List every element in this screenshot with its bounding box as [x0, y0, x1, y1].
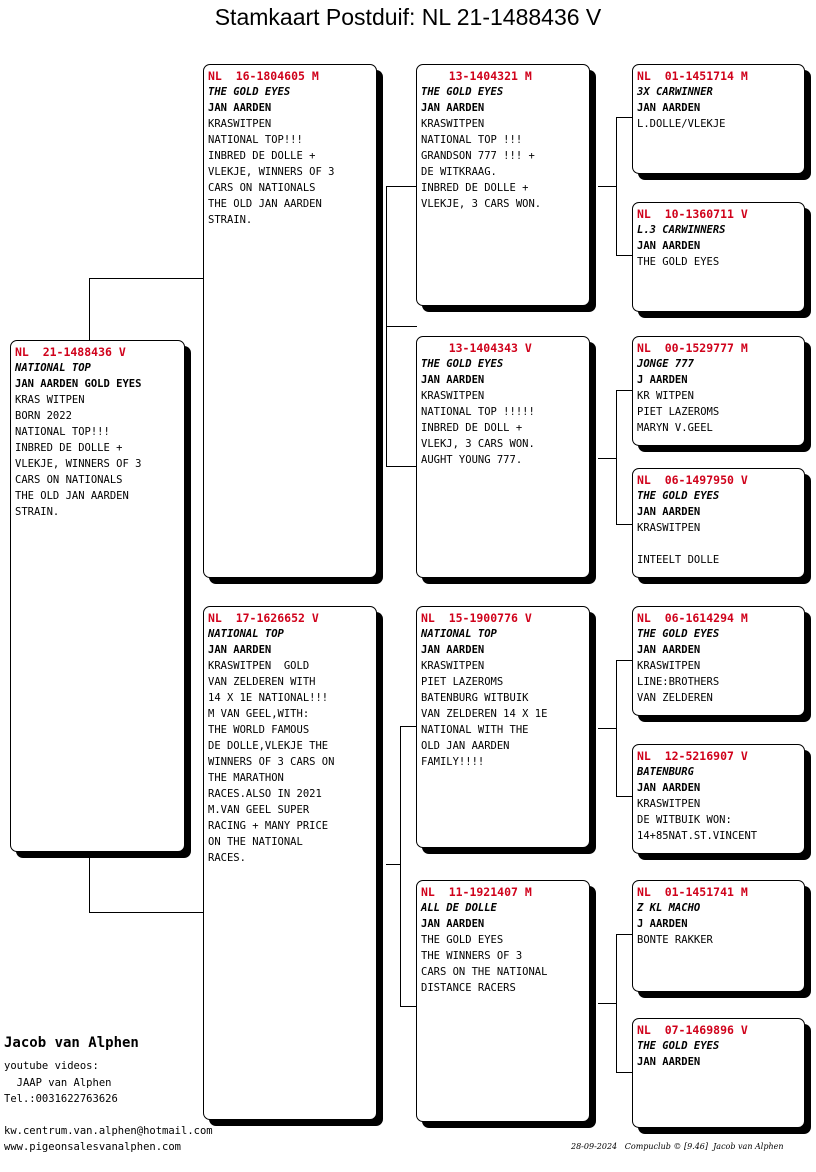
- connector-line: [386, 466, 417, 467]
- ring-number: NL 10-1360711 V: [637, 207, 748, 221]
- pigeon-card-fff: [632, 64, 805, 174]
- ring-number: NL 01-1451714 M: [637, 69, 748, 83]
- pigeon-note: PIET LAZEROMS: [421, 676, 504, 688]
- ring-number: NL 06-1614294 M: [637, 611, 748, 625]
- pigeon-name: ALL DE DOLLE: [421, 902, 497, 914]
- connector-line: [598, 458, 616, 459]
- connector-line: [616, 255, 632, 256]
- pigeon-note: KR WITPEN: [637, 390, 694, 402]
- pigeon-note: RACES.ALSO IN 2021: [208, 788, 322, 800]
- pigeon-note: CARS ON NATIONALS: [15, 474, 123, 486]
- pigeon-note: MARYN V.GEEL: [637, 422, 713, 434]
- breeder-name: JAN AARDEN: [208, 102, 272, 114]
- pigeon-note: VLEKJE, WINNERS OF 3: [208, 166, 335, 178]
- pigeon-card-ffm: [632, 202, 805, 312]
- pigeon-note: DE DOLLE,VLEKJE THE: [208, 740, 329, 752]
- pigeon-note: DE WITBUIK WON:: [637, 814, 732, 826]
- pigeon-note: STRAIN.: [208, 214, 253, 226]
- pigeon-note: AUGHT YOUNG 777.: [421, 454, 523, 466]
- ring-number: NL 11-1921407 M: [421, 885, 532, 899]
- pigeon-name: 3X CARWINNER: [637, 86, 713, 98]
- breeder-name: JAN AARDEN: [637, 102, 701, 114]
- connector-line: [400, 726, 417, 727]
- pigeon-note: [637, 536, 800, 552]
- phone-number: Tel.:0031622763626: [4, 1093, 118, 1105]
- breeder-name: JAN AARDEN: [637, 782, 701, 794]
- connector-line: [89, 852, 90, 912]
- pigeon-note: INTEELT DOLLE: [637, 554, 720, 566]
- ring-number: NL 12-5216907 V: [637, 749, 748, 763]
- pigeon-note: THE WORLD FAMOUS: [208, 724, 310, 736]
- pigeon-note: CARS ON NATIONALS: [208, 182, 316, 194]
- pigeon-note: THE GOLD EYES: [421, 934, 504, 946]
- pigeon-note: INBRED DE DOLL +: [421, 422, 523, 434]
- pigeon-name: THE GOLD EYES: [421, 86, 504, 98]
- pigeon-note: BONTE RAKKER: [637, 934, 713, 946]
- pigeon-note: INBRED DE DOLLE +: [208, 150, 316, 162]
- pigeon-name: JONGE 777: [637, 358, 694, 370]
- connector-line: [598, 728, 616, 729]
- breeder-name: JAN AARDEN: [637, 240, 701, 252]
- connector-line: [386, 864, 401, 865]
- pigeon-note: DE WITKRAAG.: [421, 166, 497, 178]
- pigeon-note: CARS ON THE NATIONAL: [421, 966, 548, 978]
- pigeon-note: THE MARATHON: [208, 772, 284, 784]
- connector-line: [89, 278, 204, 279]
- pigeon-note: KRASWITPEN: [637, 660, 701, 672]
- ring-number: NL 16-1804605 M: [208, 69, 319, 83]
- owner-name: Jacob van Alphen: [4, 1035, 139, 1051]
- connector-line: [616, 660, 632, 661]
- ring-number: NL 07-1469896 V: [637, 1023, 748, 1037]
- connector-line: [89, 912, 204, 913]
- breeder-name: JAN AARDEN: [637, 644, 701, 656]
- pigeon-name: NATIONAL TOP: [208, 628, 284, 640]
- pigeon-name: BATENBURG: [637, 766, 694, 778]
- pigeon-note: VAN ZELDEREN: [637, 692, 713, 704]
- pigeon-note: KRASWITPEN: [421, 660, 485, 672]
- connector-line: [386, 186, 387, 326]
- pigeon-note: VAN ZELDEREN WITH: [208, 676, 316, 688]
- pigeon-note: THE WINNERS OF 3: [421, 950, 523, 962]
- pigeon-card-mother-father: [416, 606, 590, 848]
- pigeon-card-subject: [10, 340, 185, 852]
- pigeon-note: KRASWITPEN GOLD: [208, 660, 310, 672]
- pigeon-note: KRASWITPEN: [637, 798, 701, 810]
- pigeon-note: PIET LAZEROMS: [637, 406, 720, 418]
- pigeon-note: VLEKJ, 3 CARS WON.: [421, 438, 535, 450]
- pigeon-card-mff: [632, 606, 805, 716]
- youtube-channel: JAAP van Alphen: [4, 1077, 112, 1089]
- pigeon-note: RACING + MANY PRICE: [208, 820, 329, 832]
- pigeon-note: VLEKJE, WINNERS OF 3: [15, 458, 142, 470]
- pigeon-name: Z KL MACHO: [637, 902, 701, 914]
- breeder-name: JAN AARDEN: [208, 644, 272, 656]
- page-title: Stamkaart Postduif: NL 21-1488436 V: [214, 4, 602, 30]
- pigeon-name: THE GOLD EYES: [421, 358, 504, 370]
- pigeon-note: BORN 2022: [15, 410, 72, 422]
- pigeon-note: RACES.: [208, 852, 246, 864]
- pigeon-note: NATIONAL WITH THE: [421, 724, 529, 736]
- ring-number: NL 00-1529777 M: [637, 341, 748, 355]
- connector-line: [616, 1072, 632, 1073]
- connector-line: [400, 726, 401, 1006]
- connector-line: [386, 326, 417, 327]
- ring-number: NL 15-1900776 V: [421, 611, 532, 625]
- connector-line: [598, 186, 616, 187]
- connector-line: [616, 390, 632, 391]
- pigeon-note: INBRED DE DOLLE +: [15, 442, 123, 454]
- pigeon-note: THE GOLD EYES: [637, 256, 720, 268]
- pigeon-note: NATIONAL TOP!!!: [15, 426, 110, 438]
- breeder-name: JAN AARDEN: [637, 506, 701, 518]
- connector-line: [386, 326, 387, 466]
- breeder-name: JAN AARDEN: [421, 102, 485, 114]
- print-info: 28-09-2024 Compuclub © [9.46] Jacob van Alphen: [571, 1142, 784, 1151]
- ring-number: 13-1404343 V: [421, 341, 532, 355]
- pigeon-note: THE OLD JAN AARDEN: [208, 198, 322, 210]
- breeder-name: JAN AARDEN: [421, 644, 485, 656]
- breeder-name: JAN AARDEN GOLD EYES: [15, 378, 142, 390]
- pigeon-card-father-father: [416, 64, 590, 306]
- pigeon-note: ON THE NATIONAL: [208, 836, 303, 848]
- pigeon-note: VLEKJE, 3 CARS WON.: [421, 198, 542, 210]
- pigeon-name: NATIONAL TOP: [421, 628, 497, 640]
- breeder-name: JAN AARDEN: [421, 918, 485, 930]
- pigeon-card-mother-mother: [416, 880, 590, 1122]
- pigeon-note: WINNERS OF 3 CARS ON: [208, 756, 335, 768]
- connector-line: [89, 278, 90, 340]
- ring-number: NL 06-1497950 V: [637, 473, 748, 487]
- website-link[interactable]: www.pigeonsalesvanalphen.com: [4, 1141, 182, 1153]
- ring-number: NL 17-1626652 V: [208, 611, 319, 625]
- pigeon-note: GRANDSON 777 !!! +: [421, 150, 535, 162]
- pigeon-note: FAMILY!!!!: [421, 756, 485, 768]
- connector-line: [386, 186, 417, 187]
- connector-line: [616, 660, 617, 796]
- pigeon-name: THE GOLD EYES: [208, 86, 291, 98]
- pigeon-note: BATENBURG WITBUIK: [421, 692, 529, 704]
- breeder-name: JAN AARDEN: [421, 374, 485, 386]
- connector-line: [400, 1006, 417, 1007]
- pigeon-note: NATIONAL TOP !!!: [421, 134, 523, 146]
- pigeon-card-fmf: [632, 336, 805, 446]
- pigeon-name: THE GOLD EYES: [637, 628, 720, 640]
- pigeon-note: INBRED DE DOLLE +: [421, 182, 529, 194]
- pigeon-note: LINE:BROTHERS: [637, 676, 720, 688]
- pigeon-name: THE GOLD EYES: [637, 490, 720, 502]
- pigeon-note: KRASWITPEN: [208, 118, 272, 130]
- pigeon-note: KRASWITPEN: [421, 390, 485, 402]
- pigeon-note: OLD JAN AARDEN: [421, 740, 510, 752]
- connector-line: [616, 934, 632, 935]
- pigeon-note: VAN ZELDEREN 14 X 1E: [421, 708, 548, 720]
- connector-line: [616, 796, 632, 797]
- pigeon-card-father-mother: [416, 336, 590, 578]
- pigeon-card-mmm: [632, 1018, 805, 1128]
- pigeon-note: THE OLD JAN AARDEN: [15, 490, 129, 502]
- pigeon-note: KRASWITPEN: [637, 522, 701, 534]
- pigeon-note: NATIONAL TOP!!!: [208, 134, 303, 146]
- connector-line: [616, 117, 617, 255]
- pigeon-note: DISTANCE RACERS: [421, 982, 516, 994]
- connector-line: [616, 524, 632, 525]
- email-address[interactable]: kw.centrum.van.alphen@hotmail.com: [4, 1125, 213, 1137]
- ring-number: NL 21-1488436 V: [15, 345, 126, 359]
- connector-line: [616, 390, 617, 524]
- pigeon-card-mother: [203, 606, 377, 1120]
- pigeon-card-fmm: [632, 468, 805, 578]
- pigeon-note: KRAS WITPEN: [15, 394, 85, 406]
- pigeon-note: M.VAN GEEL SUPER: [208, 804, 310, 816]
- pigeon-note: L.DOLLE/VLEKJE: [637, 118, 726, 130]
- connector-line: [616, 117, 632, 118]
- pigeon-note: KRASWITPEN: [421, 118, 485, 130]
- ring-number: 13-1404321 M: [421, 69, 532, 83]
- pigeon-note: NATIONAL TOP !!!!!: [421, 406, 535, 418]
- breeder-name: J AARDEN: [637, 374, 688, 386]
- ring-number: NL 01-1451741 M: [637, 885, 748, 899]
- pigeon-card-mmf: [632, 880, 805, 992]
- pigeon-note: 14+85NAT.ST.VINCENT: [637, 830, 758, 842]
- pigeon-name: NATIONAL TOP: [15, 362, 91, 374]
- breeder-name: JAN AARDEN: [637, 1056, 701, 1068]
- connector-line: [598, 1003, 616, 1004]
- youtube-label: youtube videos:: [4, 1060, 99, 1072]
- pigeon-name: THE GOLD EYES: [637, 1040, 720, 1052]
- pigeon-note: M VAN GEEL,WITH:: [208, 708, 310, 720]
- pigeon-note: 14 X 1E NATIONAL!!!: [208, 692, 329, 704]
- pigeon-name: L.3 CARWINNERS: [637, 224, 726, 236]
- pigeon-card-father: [203, 64, 377, 578]
- connector-line: [616, 934, 617, 1072]
- breeder-name: J AARDEN: [637, 918, 688, 930]
- pigeon-card-mfm: [632, 744, 805, 854]
- pigeon-note: STRAIN.: [15, 506, 60, 518]
